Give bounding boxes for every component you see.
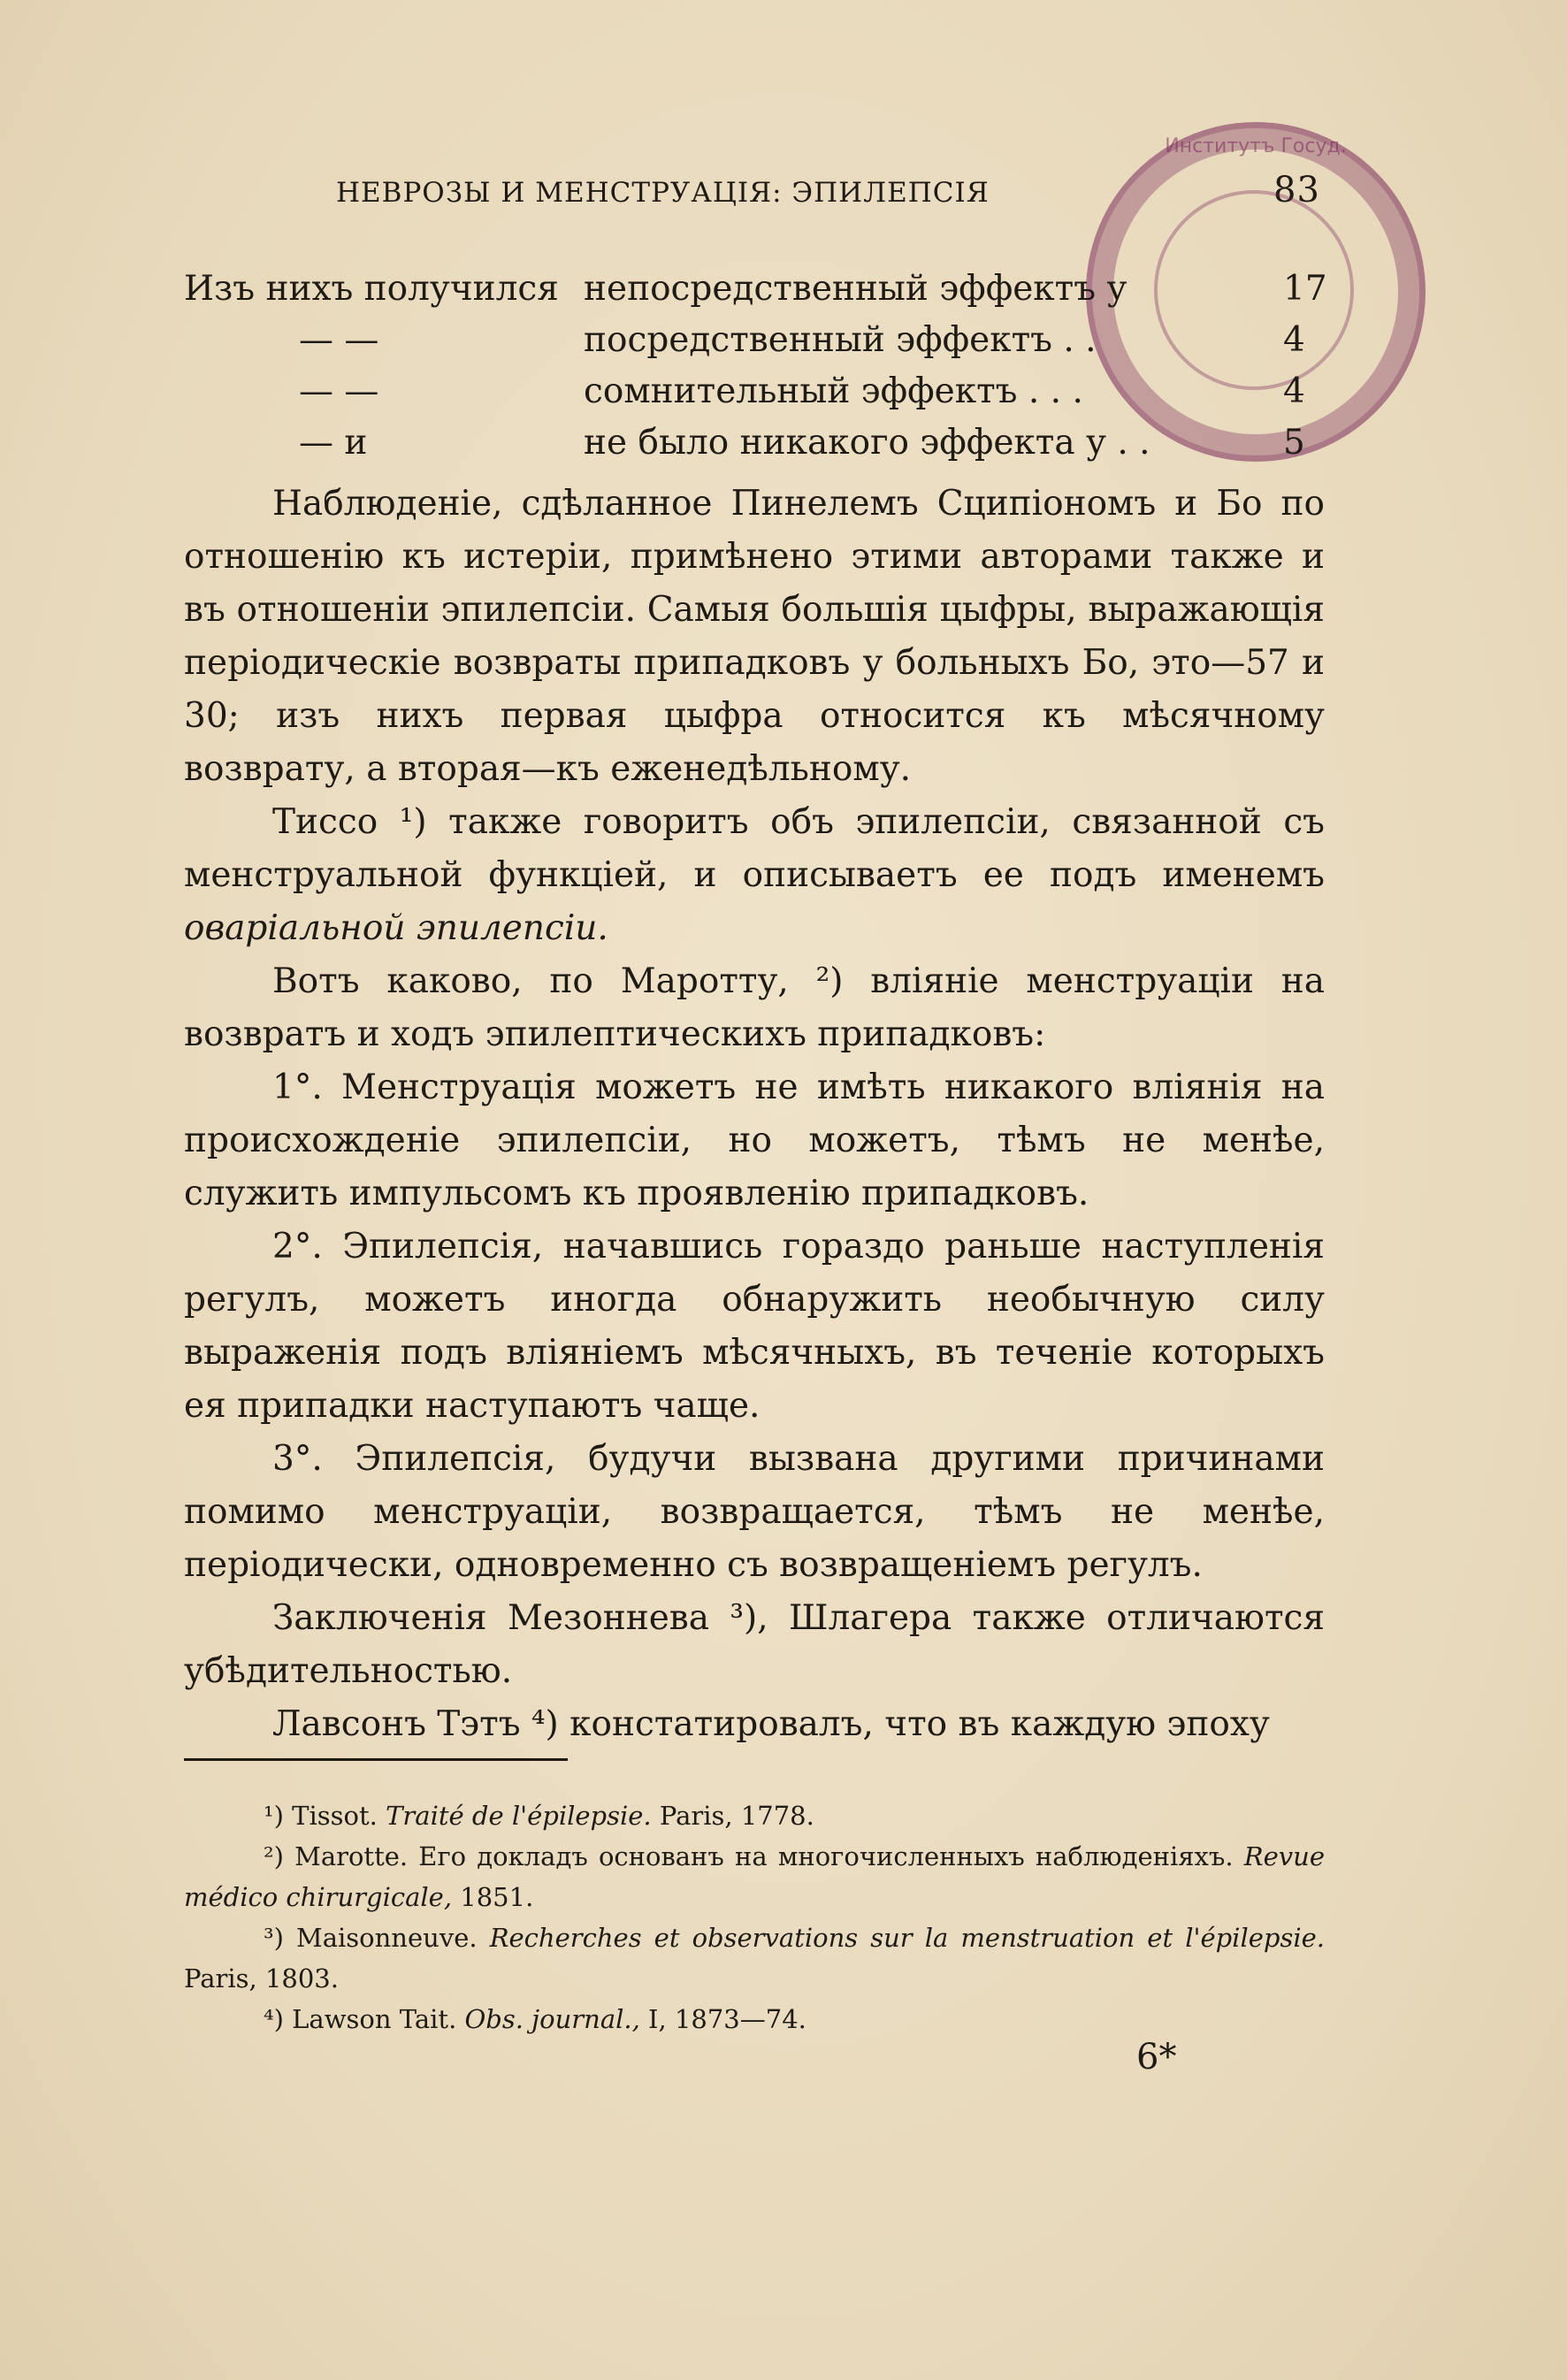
footnote — [184, 1999, 1325, 2039]
footnote-italic: Revue médico chirurgicale, — [184, 1841, 1325, 1912]
paragraph: 1°. Менструація можетъ не имѣть никакого вліянія на происхожденіе эпилепсіи, но можетъ, тѣмъ не менѣе, служить импульсомъ къ проявленію припадковъ. — [184, 1068, 1325, 1213]
footnotes — [184, 1795, 1325, 2039]
effect-row-count: 17 — [1283, 269, 1327, 309]
effect-row-label: — — — [299, 320, 379, 360]
tisso-italic: оваріальной эпилепсіи. — [184, 908, 608, 948]
page-number: 83 — [1273, 170, 1320, 210]
body-text — [184, 478, 1325, 1751]
footnote-lead: ²) Marotte. Его докладъ основанъ на многочисленныхъ наблюденіяхъ. — [264, 1841, 1244, 1871]
footnote-lead: ⁴) Lawson Tait. — [264, 2004, 465, 2034]
footnote-lead: ³) Maisonneuve. — [264, 1923, 490, 1953]
effect-row-desc: сомнительный эффектъ . . . — [584, 371, 1083, 411]
paragraph-tisso — [184, 796, 1325, 955]
effect-row-label: — и — [299, 423, 368, 463]
paragraph: Наблюденіе, сдѣланное Пинелемъ Сципіономъ и Бо по отношенію къ истеріи, примѣнено этими авторами также и въ отношеніи эпилепсіи. Самыя большія цыфры, выражающія періодическіе возвраты припадковъ у больныхъ Бо, это—57 и 30; изъ нихъ первая цыфра относится къ мѣсячному возврату, а вторая—къ еженедѣльному. — [184, 484, 1325, 789]
footnote-tail: I, 1873—74. — [639, 2004, 806, 2034]
header-title: НЕВРОЗЫ И МЕНСТРУАЦІЯ: ЭПИЛЕПСІЯ — [336, 177, 990, 209]
footnote — [184, 1836, 1325, 1917]
paragraph: Заключенія Мезоннева ³), Шлагера также отличаются убѣдительностью. — [184, 1598, 1325, 1691]
footnote-italic: Traité de l'épilepsie. — [386, 1801, 652, 1831]
effect-row-count: 4 — [1283, 371, 1305, 411]
effect-row-desc: посредственный эффектъ . . — [584, 320, 1097, 360]
paragraph: Вотъ каково, по Маротту, ²) вліяніе менструаціи на возвратъ и ходъ эпилептическихъ припадковъ: — [184, 961, 1325, 1054]
effect-row-desc: непосредственный эффектъ у — [584, 269, 1127, 309]
paragraph: 3°. Эпилепсія, будучи вызвана другими причинами помимо менструаціи, возвращается, тѣмъ не менѣе, періодически, одновременно съ возвращеніемъ регулъ. — [184, 1439, 1325, 1585]
effect-row-label: — — — [299, 371, 379, 411]
effect-row — [184, 366, 1325, 417]
effect-row — [184, 264, 1325, 315]
effect-row-count: 4 — [1283, 320, 1305, 360]
paragraph: Лавсонъ Тэтъ ⁴) констатировалъ, что въ каждую эпоху — [272, 1704, 1270, 1744]
effect-row-count: 5 — [1283, 423, 1305, 463]
footnote-tail: Paris, 1778. — [651, 1801, 814, 1831]
footnote-rule — [184, 1758, 568, 1761]
effect-row — [184, 417, 1325, 469]
footnote — [184, 1795, 1325, 1836]
signature-mark: 6* — [1136, 2037, 1177, 2078]
footnote-italic: Recherches et observations sur la menstruation et l'épilepsie. — [489, 1923, 1325, 1953]
effect-row — [184, 315, 1325, 366]
effect-row-desc: не было никакого эффекта у . . — [584, 423, 1150, 463]
effect-row-label: Изъ нихъ получился — [184, 269, 559, 309]
stamp-text: Институтъ Госуд. — [1165, 135, 1347, 157]
paragraph: 2°. Эпилепсія, начавшись гораздо раньше наступленія регулъ, можетъ иногда обнаружить необычную силу выраженія подъ вліяніемъ мѣсячныхъ, въ теченіе которыхъ ея припадки наступаютъ чаще. — [184, 1227, 1325, 1426]
tisso-lead: Тиссо ¹) также говоритъ объ эпилепсіи, связанной съ менструальной функціей, и описываетъ ее подъ именемъ — [184, 802, 1325, 895]
effect-table — [184, 264, 1325, 469]
footnote-italic: Obs. journal., — [464, 2004, 640, 2034]
footnote — [184, 1917, 1325, 1999]
footnote-tail: 1851. — [452, 1882, 534, 1912]
footnote-lead: ¹) Tissot. — [264, 1801, 386, 1831]
footnote-tail: Paris, 1803. — [184, 1963, 339, 1994]
